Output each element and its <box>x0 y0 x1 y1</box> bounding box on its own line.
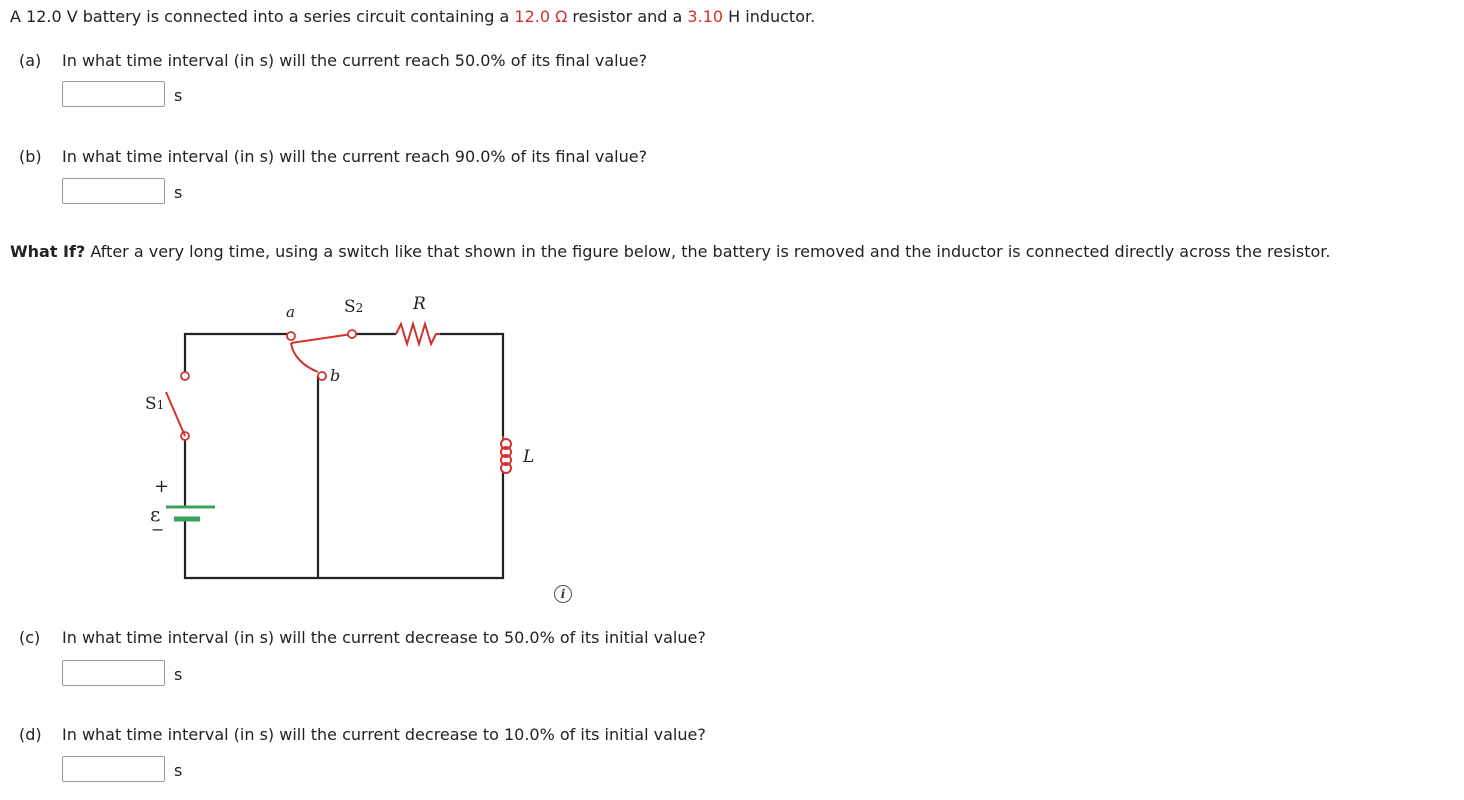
switch-s1 <box>166 392 185 436</box>
resistance-value: 12.0 Ω <box>514 7 568 26</box>
wire-bottom <box>185 472 503 578</box>
circuit-wires <box>185 334 503 578</box>
battery-symbol <box>166 507 215 519</box>
inductance-value: 3.10 <box>687 7 724 26</box>
inductor-symbol <box>501 436 511 473</box>
switch-contacts <box>181 330 356 440</box>
what-if-statement: What If? After a very long time, using a switch like that shown in the figure below, the battery is removed and the inductor is connected directly across the resistor. <box>10 242 1331 261</box>
label-l: L <box>523 447 535 467</box>
what-if-label: What If? <box>10 242 86 261</box>
label-b: b <box>330 366 341 385</box>
label-a: a <box>286 303 295 321</box>
question-b-letter: (b) <box>19 147 42 166</box>
label-emf: ε <box>150 502 161 526</box>
question-b-text: In what time interval (in s) will the current reach 90.0% of its final value? <box>62 147 648 166</box>
answer-d-input[interactable] <box>62 756 165 782</box>
answer-d-unit: s <box>174 761 183 780</box>
wire-top-left <box>185 334 291 376</box>
label-s1: S1 <box>145 394 165 414</box>
question-c-letter: (c) <box>19 628 41 647</box>
label-minus: − <box>151 520 165 539</box>
answer-a-unit: s <box>174 86 183 105</box>
question-a-letter: (a) <box>19 51 42 70</box>
problem-statement: A 12.0 V battery is connected into a series circuit containing a 12.0 Ω resistor and a 3.10 H inductor. <box>10 7 816 26</box>
question-d-letter: (d) <box>19 725 42 744</box>
resistor-symbol <box>396 324 440 344</box>
contact-s2 <box>348 330 356 338</box>
question-a-text: In what time interval (in s) will the current reach 50.0% of its final value? <box>62 51 648 70</box>
info-icon[interactable]: i <box>554 585 572 603</box>
answer-c-input[interactable] <box>62 660 165 686</box>
question-c-text: In what time interval (in s) will the current decrease to 50.0% of its initial value? <box>62 628 706 647</box>
switch-s2 <box>291 334 352 372</box>
label-plus: + <box>154 476 170 497</box>
label-s2: S2 <box>344 297 364 317</box>
contact-s1-top <box>181 372 189 380</box>
answer-b-unit: s <box>174 183 183 202</box>
contact-b <box>318 372 326 380</box>
wire-resistor-to-inductor <box>440 334 503 436</box>
contact-a <box>287 332 295 340</box>
label-r: R <box>413 294 426 314</box>
question-d-text: In what time interval (in s) will the current decrease to 10.0% of its initial value? <box>62 725 706 744</box>
answer-c-unit: s <box>174 665 183 684</box>
